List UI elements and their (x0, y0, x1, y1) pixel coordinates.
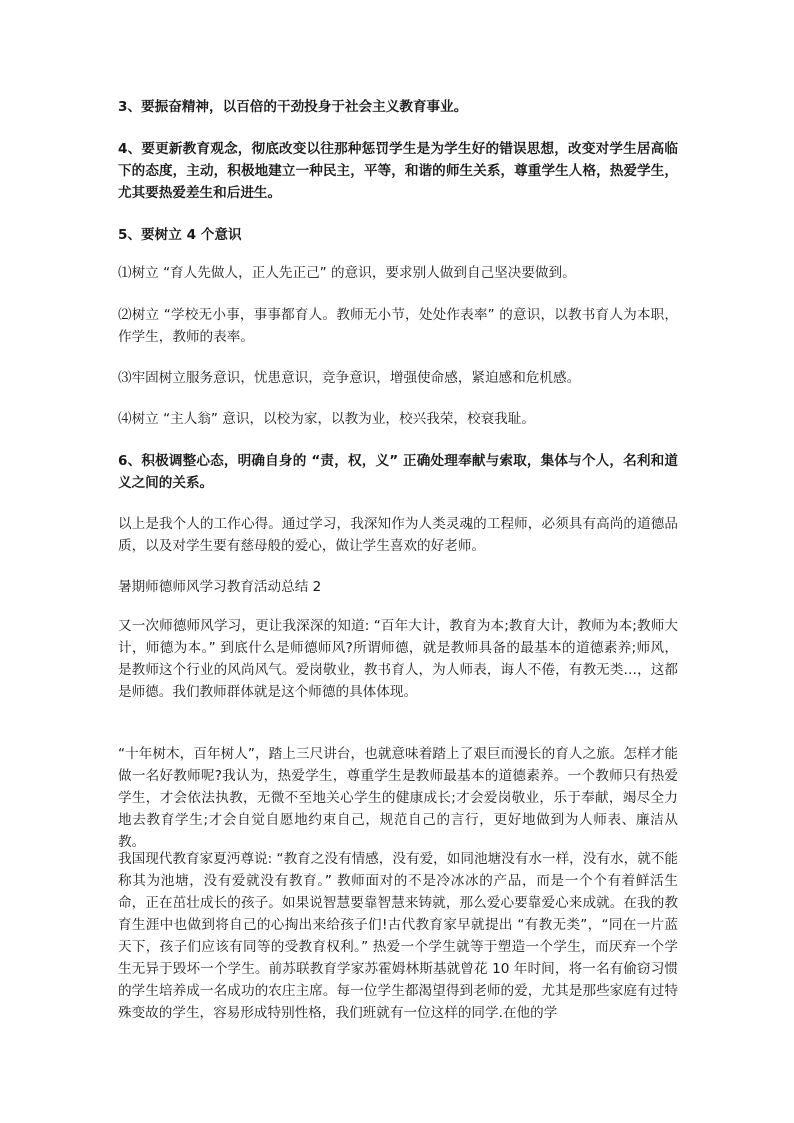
education-quote-paragraph: 我国现代教育家夏沔尊说: “教育之没有情感，没有爱，如同池塘没有水一样，没有水，就不能称其为池塘，没有爱就没有教育。” 教师面对的不是冷冰冰的产品，而是一个个有着鲜活生命，正在茁壮成长的孩子。如果说智慧要靠智慧来铸就，那么爱心要靠爱心来成就。在我的教育生涯中也做到将自己的心掏出来给孩子们!古代教育家早就提出 “有教无类”，“同在一片蓝天下，孩子们应该有同等的受教育权利。” 热爱一个学生就等于塑造一个学生，而厌弃一个学生无异于毁坏一个学生。前苏联教育学家苏霍姆林斯基就曾花 10 年时间，将一名有偷窃习惯的学生培养成一名成功的农庄主席。每一位学生都渴望得到老师的爱，尤其是那些家庭有过特殊变故的学生，容易形成特别性格，我们班就有一位这样的同学.在他的学 (118, 851, 678, 1021)
awareness-4-paragraph: ⑷树立 “主人翁” 意识，以校为家，以教为业，校兴我荣，校衰我耻。 (118, 411, 535, 427)
section-intro-paragraph: 又一次师德师风学习，更让我深深的知道: “百年大计，教育为本;教育大计，教师为本;教师大计，师德为本。” 到底什么是师德师风?所谓师德，就是教师具备的最基本的道德素养;师风，是教师这个行业的风尚风气。爱岗敬业，教书育人，为人师表，诲人不倦，有教无类…，这都是师德。我们教师群体就是这个师德的具体体现。 (118, 618, 678, 700)
item-5-heading: 5、要树立 4 个意识 (118, 227, 242, 243)
item-6-paragraph: 6、积极调整心态，明确自身的 “责，权，义” 正确处理奉献与索取，集体与个人，名利和道义之间的关系。 (118, 453, 678, 491)
item-4-paragraph: 4、要更新教育观念，彻底改变以往那种惩罚学生是为学生好的错误思想，改变对学生居高临下的态度，主动，积极地建立一种民主，平等，和谐的师生关系，尊重学生人格，热爱学生，尤其要热爱差生和后进生。 (118, 141, 678, 201)
section-title: 暑期师德师风学习教育活动总结 2 (118, 579, 322, 595)
awareness-1-paragraph: ⑴树立 “育人先做人，正人先正己” 的意识，要求别人做到自己坚决要做到。 (118, 265, 576, 281)
awareness-3-paragraph: ⑶牢固树立服务意识，忧患意识，竞争意识，增强使命感，紧迫感和危机感。 (118, 370, 581, 386)
conclusion-paragraph: 以上是我个人的工作心得。通过学习，我深知作为人类灵魂的工程师，必须具有高尚的道德品质，以及对学生要有慈母般的爱心，做让学生喜欢的好老师。 (118, 516, 678, 554)
awareness-2-paragraph: ⑵树立 “学校无小事，事事都育人。教师无小节，处处作表率” 的意识，以教书育人为本职，作学生，教师的表率。 (118, 307, 678, 345)
item-3-paragraph: 3、要振奋精神，以百倍的干劲投身于社会主义教育事业。 (118, 99, 468, 115)
teacher-love-paragraph: “十年树木，百年树人”，踏上三尺讲台，也就意味着踏上了艰巨而漫长的育人之旅。怎样才能做一名好教师呢?我认为，热爱学生，尊重学生是教师最基本的道德素养。一个教师只有热爱学生，才会依法执教，无微不至地关心学生的健康成长;才会爱岗敬业，乐于奉献，竭尽全力地去教育学生;才会自觉自愿地约束自己，规范自己的言行，更好地做到为人师表、廉洁从教。 (118, 746, 678, 850)
